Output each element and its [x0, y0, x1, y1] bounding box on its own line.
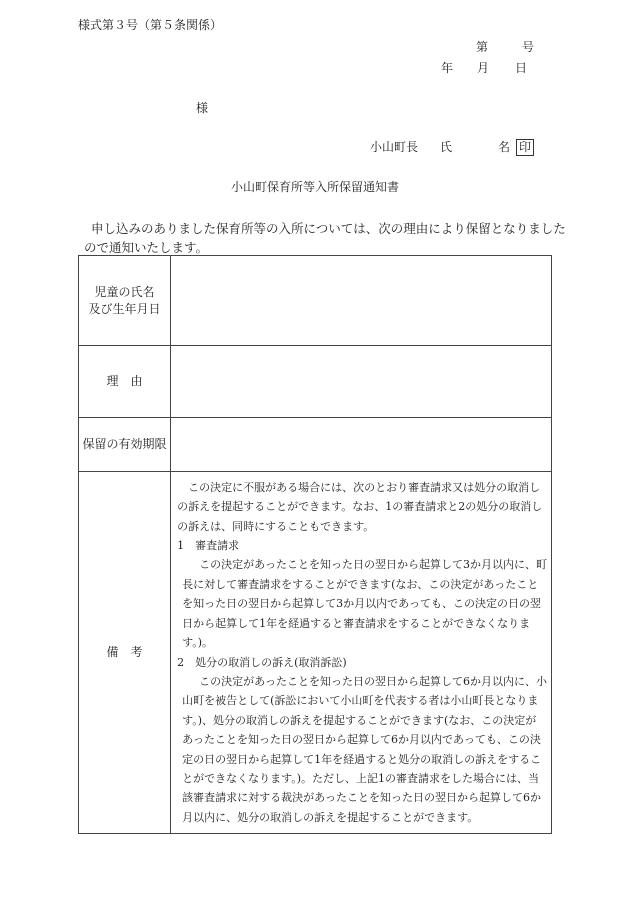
- child-label-line1: 児童の氏名: [94, 284, 155, 299]
- form-number: 様式第３号（第５条関係）: [78, 18, 223, 32]
- addressee-suffix: 様: [196, 101, 209, 115]
- remarks-line: 1 審査請求: [177, 539, 240, 553]
- expiry-value[interactable]: [171, 418, 552, 472]
- remarks-line: この決定があったことを知った日の翌日から起算して3か月以内に、町: [199, 558, 547, 572]
- intro-line: ので通知いたします。: [84, 240, 209, 255]
- notice-table: [78, 255, 552, 834]
- row-remarks: [79, 472, 552, 834]
- document-number: [476, 38, 534, 55]
- expiry-label: 保留の有効期限: [79, 418, 171, 472]
- sender-shi: 氏: [440, 140, 453, 154]
- remarks-line: 2 処分の取消しの訴え(取消訴訟): [177, 655, 347, 669]
- remarks-line: この決定があったことを知った日の翌日から起算して6か月以内に、小: [199, 674, 547, 688]
- sender-title: 小山町長: [370, 140, 419, 154]
- intro-paragraph: [78, 219, 566, 257]
- number-dai: 第: [476, 40, 489, 54]
- remarks-label: 備 考: [79, 472, 171, 834]
- remarks-line: 該審査請求に対する裁決があったことを知った日の翌日から起算して6か: [182, 791, 541, 805]
- remarks-line: 山町を被告として(訴訟において小山町を代表する者は小山町長となりま: [182, 694, 539, 708]
- intro-line: 申し込みのありました保育所等の入所については、次の理由により保留となりました: [91, 221, 566, 236]
- remarks-line: す。)。: [182, 636, 214, 650]
- reason-value[interactable]: [171, 346, 552, 418]
- child-label-line2: 及び生年月日: [88, 301, 161, 316]
- remarks-line: とができなくなります。)。ただし、上記1の審査請求をした場合には、当: [182, 771, 540, 785]
- remarks-line: す。)、処分の取消しの訴えを提起することができます(なお、この決定が: [182, 713, 537, 727]
- sender: [370, 138, 534, 156]
- remarks-line: 日から起算して1年を経過すると審査請求をすることができなくなりま: [182, 616, 531, 630]
- remarks-line: 長に対して審査請求をすることができます(なお、この決定があったこと: [182, 577, 539, 591]
- sender-mei: 名: [498, 140, 511, 154]
- remarks-line: の訴えを提起することができます。なお、1の審査請求と2の処分の取消し: [177, 500, 543, 514]
- seal-mark: 印: [516, 139, 534, 156]
- remarks-line: の訴えは、同時にすることもできます。: [177, 519, 375, 533]
- date-day: 日: [515, 61, 528, 75]
- child-value[interactable]: [171, 256, 552, 346]
- remarks-line: を知った日の翌日から起算して3か月以内であっても、この決定の日の翌: [182, 597, 541, 611]
- remarks-text: [171, 472, 552, 834]
- child-label: [79, 256, 171, 346]
- remarks-line: この決定に不服がある場合には、次のとおり審査請求又は処分の取消し: [188, 480, 541, 494]
- document-title: 小山町保育所等入所保留通知書: [230, 180, 399, 194]
- row-reason: [79, 346, 552, 418]
- reason-label: 理 由: [79, 346, 171, 418]
- number-go: 号: [522, 40, 535, 54]
- issue-date: [441, 59, 527, 76]
- remarks-line: あったことを知った日の翌日から起算して6か月以内であっても、この決: [182, 733, 541, 747]
- remarks-line: 月以内に、処分の取消しの訴えを提起することができます。: [182, 810, 479, 824]
- date-month: 月: [477, 61, 490, 75]
- row-expiry: [79, 418, 552, 472]
- row-child: [79, 256, 552, 346]
- remarks-line: 定の日の翌日から起算して1年を経過すると処分の取消しの訴えをするこ: [182, 752, 542, 766]
- date-year: 年: [441, 61, 454, 75]
